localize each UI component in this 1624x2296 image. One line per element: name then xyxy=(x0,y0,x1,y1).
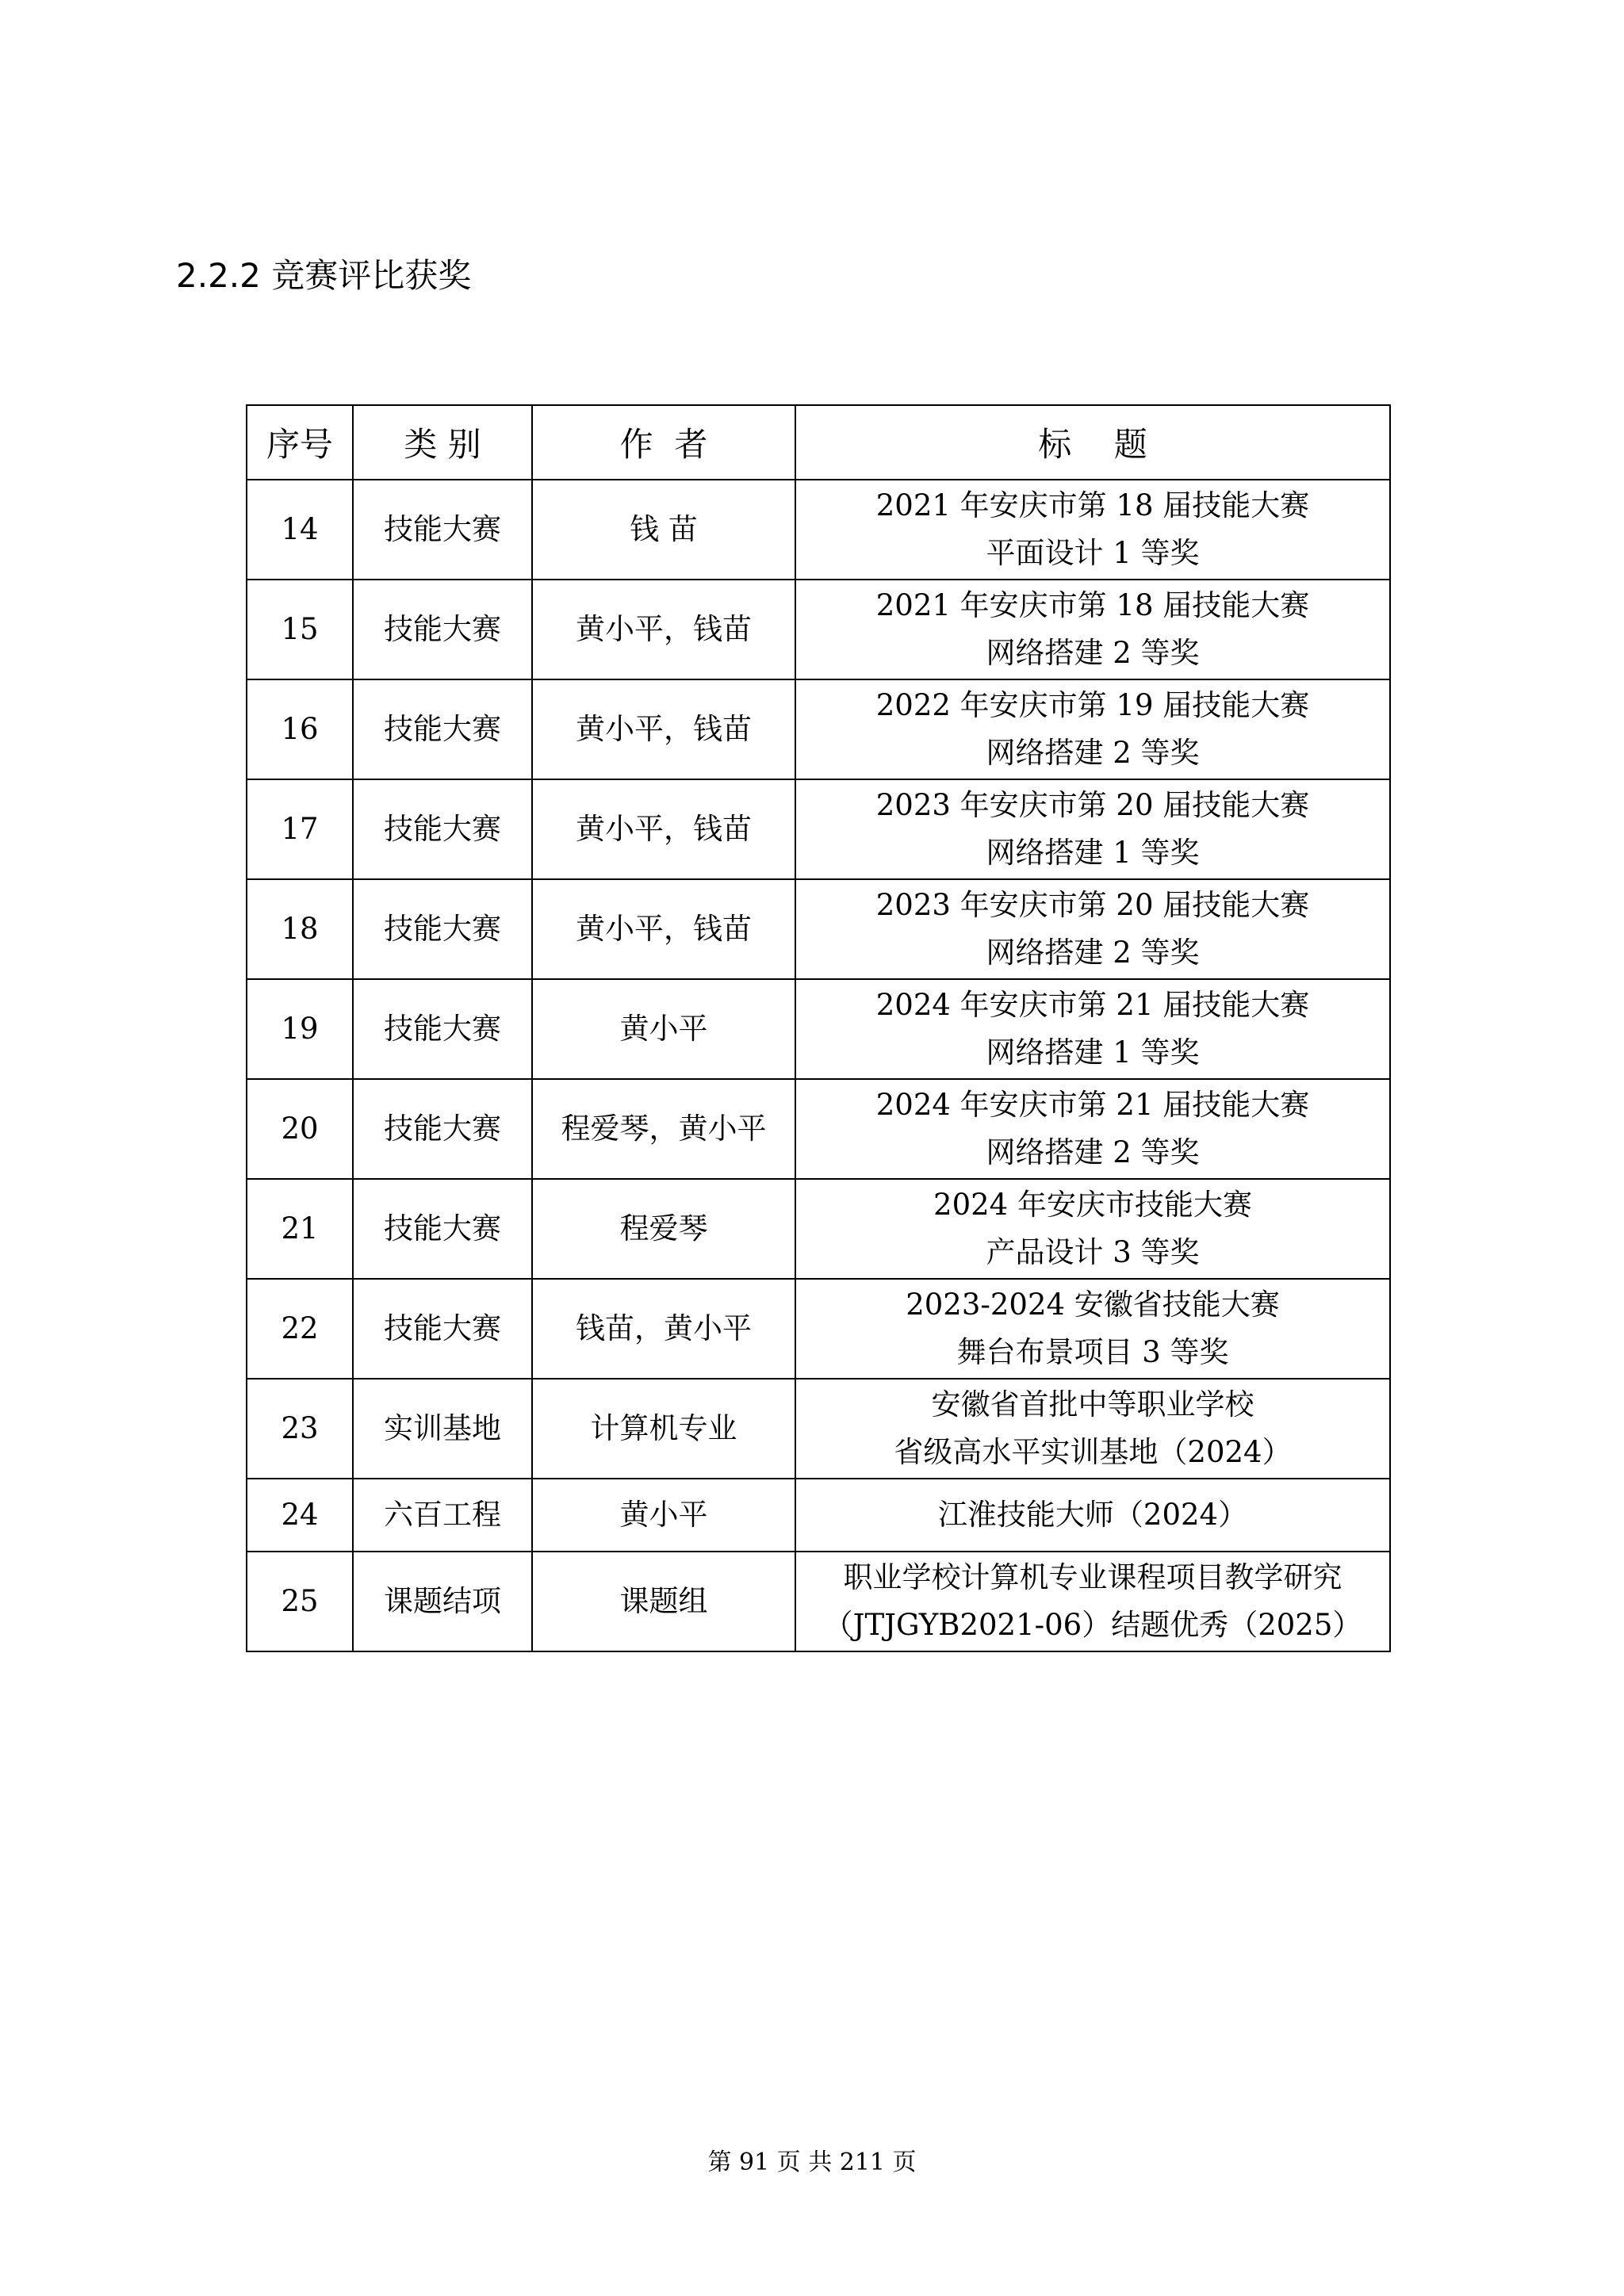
cell-no: 15 xyxy=(247,580,353,679)
header-author: 作 者 xyxy=(532,405,795,480)
table-row xyxy=(247,1179,1390,1279)
title-line: 职业学校计算机专业课程项目教学研究 xyxy=(843,1560,1342,1594)
cell-author: 黄小平，钱苗 xyxy=(532,879,795,979)
table-row xyxy=(247,979,1390,1079)
title-line: 网络搭建 2 等奖 xyxy=(986,1135,1200,1169)
cell-category: 技能大赛 xyxy=(353,480,532,580)
title-line: 省级高水平实训基地（2024） xyxy=(894,1435,1292,1469)
title-line: （JTJGYB2021-06）结题优秀（2025） xyxy=(823,1608,1362,1642)
title-line: 平面设计 1 等奖 xyxy=(986,536,1200,570)
header-category: 类 别 xyxy=(353,405,532,480)
title-line: 2023 年安庆市第 20 届技能大赛 xyxy=(875,788,1310,822)
cell-category: 技能大赛 xyxy=(353,779,532,879)
cell-category: 实训基地 xyxy=(353,1379,532,1479)
cell-no: 25 xyxy=(247,1552,353,1651)
cell-author: 计算机专业 xyxy=(532,1379,795,1479)
table-row xyxy=(247,480,1390,580)
section-heading: 2.2.2 竞赛评比获奖 xyxy=(176,256,472,295)
cell-title xyxy=(795,1179,1390,1279)
title-line: 网络搭建 2 等奖 xyxy=(986,736,1200,770)
title-line: 2023 年安庆市第 20 届技能大赛 xyxy=(875,888,1310,922)
table-row xyxy=(247,580,1390,679)
awards-table xyxy=(246,404,1391,1652)
cell-title xyxy=(795,779,1390,879)
cell-category: 课题结项 xyxy=(353,1552,532,1651)
cell-author: 黄小平 xyxy=(532,1479,795,1552)
header-no: 序号 xyxy=(247,405,353,480)
cell-no: 16 xyxy=(247,679,353,779)
table-row xyxy=(247,1279,1390,1379)
cell-no: 14 xyxy=(247,480,353,580)
cell-title xyxy=(795,1279,1390,1379)
cell-author: 钱 苗 xyxy=(532,480,795,580)
table-row xyxy=(247,1479,1390,1552)
title-line: 产品设计 3 等奖 xyxy=(986,1235,1200,1269)
title-line: 2024 年安庆市第 21 届技能大赛 xyxy=(875,1088,1310,1122)
cell-no: 22 xyxy=(247,1279,353,1379)
cell-category: 技能大赛 xyxy=(353,979,532,1079)
cell-category: 技能大赛 xyxy=(353,679,532,779)
cell-title xyxy=(795,1379,1390,1479)
cell-no: 23 xyxy=(247,1379,353,1479)
table-row xyxy=(247,1079,1390,1179)
table-row xyxy=(247,879,1390,979)
cell-no: 20 xyxy=(247,1079,353,1179)
cell-category: 技能大赛 xyxy=(353,580,532,679)
cell-author: 程爱琴，黄小平 xyxy=(532,1079,795,1179)
title-line: 网络搭建 1 等奖 xyxy=(986,836,1200,870)
cell-author: 黄小平，钱苗 xyxy=(532,580,795,679)
title-line: 网络搭建 1 等奖 xyxy=(986,1035,1200,1070)
cell-title xyxy=(795,1479,1390,1552)
cell-author: 钱苗，黄小平 xyxy=(532,1279,795,1379)
cell-author: 黄小平，钱苗 xyxy=(532,779,795,879)
title-line: 网络搭建 2 等奖 xyxy=(986,936,1200,970)
cell-no: 21 xyxy=(247,1179,353,1279)
cell-author: 黄小平，钱苗 xyxy=(532,679,795,779)
title-line: 2024 年安庆市技能大赛 xyxy=(933,1188,1252,1222)
cell-category: 六百工程 xyxy=(353,1479,532,1552)
table-row xyxy=(247,1552,1390,1651)
title-line: 舞台布景项目 3 等奖 xyxy=(956,1335,1229,1369)
cell-category: 技能大赛 xyxy=(353,1079,532,1179)
title-line: 网络搭建 2 等奖 xyxy=(986,636,1200,670)
cell-no: 19 xyxy=(247,979,353,1079)
cell-title xyxy=(795,679,1390,779)
cell-author: 课题组 xyxy=(532,1552,795,1651)
cell-no: 24 xyxy=(247,1479,353,1552)
page-number: 第 91 页 共 211 页 xyxy=(707,2149,917,2176)
cell-category: 技能大赛 xyxy=(353,1279,532,1379)
cell-category: 技能大赛 xyxy=(353,1179,532,1279)
title-line: 2024 年安庆市第 21 届技能大赛 xyxy=(875,988,1310,1022)
cell-title xyxy=(795,1079,1390,1179)
table-row xyxy=(247,1379,1390,1479)
table-row xyxy=(247,779,1390,879)
title-line: 2021 年安庆市第 18 届技能大赛 xyxy=(875,588,1310,622)
cell-author: 黄小平 xyxy=(532,979,795,1079)
cell-title xyxy=(795,580,1390,679)
table-row xyxy=(247,679,1390,779)
cell-title xyxy=(795,879,1390,979)
cell-no: 17 xyxy=(247,779,353,879)
cell-category: 技能大赛 xyxy=(353,879,532,979)
table-header-row xyxy=(247,405,1390,480)
title-line: 2021 年安庆市第 18 届技能大赛 xyxy=(875,488,1310,522)
title-line: 2022 年安庆市第 19 届技能大赛 xyxy=(875,688,1310,722)
cell-title xyxy=(795,480,1390,580)
cell-title xyxy=(795,979,1390,1079)
cell-title xyxy=(795,1552,1390,1651)
title-line: 2023-2024 安徽省技能大赛 xyxy=(906,1288,1280,1322)
cell-author: 程爱琴 xyxy=(532,1179,795,1279)
cell-no: 18 xyxy=(247,879,353,979)
title-line: 江淮技能大师（2024） xyxy=(937,1498,1248,1532)
title-line: 安徽省首批中等职业学校 xyxy=(931,1387,1254,1422)
header-title: 标 题 xyxy=(795,405,1390,480)
